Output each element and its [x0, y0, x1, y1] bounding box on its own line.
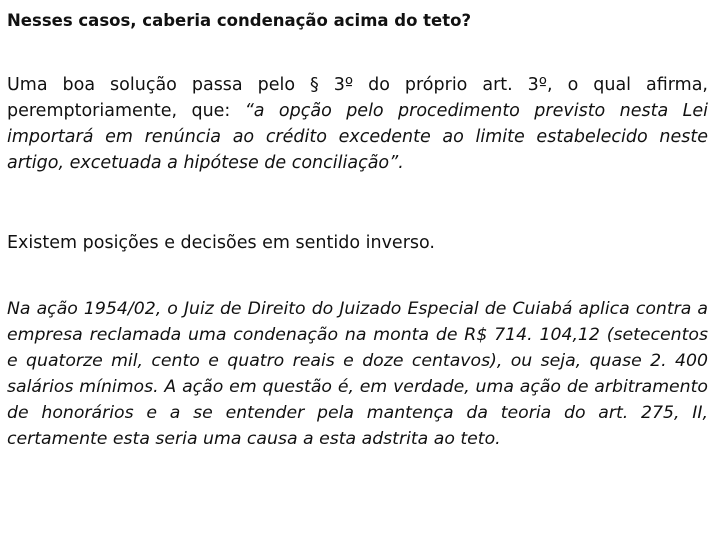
document-heading: Nesses casos, caberia condenação acima do teto? [7, 11, 472, 30]
paragraph-case-example: Na ação 1954/02, o Juiz de Direito do Juizado Especial de Cuiabá aplica contra a empresa reclamada uma condenação na monta de R$ 714. 104,12 (setecentos e quatorze mil, cento e quatro reais e doze centavos), ou seja, quase 2. 400 salários mínimos. A ação em questão é, em verdade, uma ação de arbitramento de honorários e a se entender pela mantença da teoria do art. 275, II, certamente esta seria uma causa a esta adstrita ao teto. [7, 299, 708, 449]
paragraph-legal-basis [7, 72, 708, 176]
paragraph-legal-basis-intro: Uma boa solução passa pelo § 3º do próprio art. 3º, o qual afirma, peremptoriamente, que: [7, 75, 708, 121]
paragraph-contrary-positions: Existem posições e decisões em sentido inverso. [7, 233, 435, 253]
law-quote: “a opção pelo procedimento previsto nesta Lei importará em renúncia ao crédito excedente ao limite estabelecido neste artigo, excetuada a hipótese de conciliação”. [7, 101, 709, 173]
